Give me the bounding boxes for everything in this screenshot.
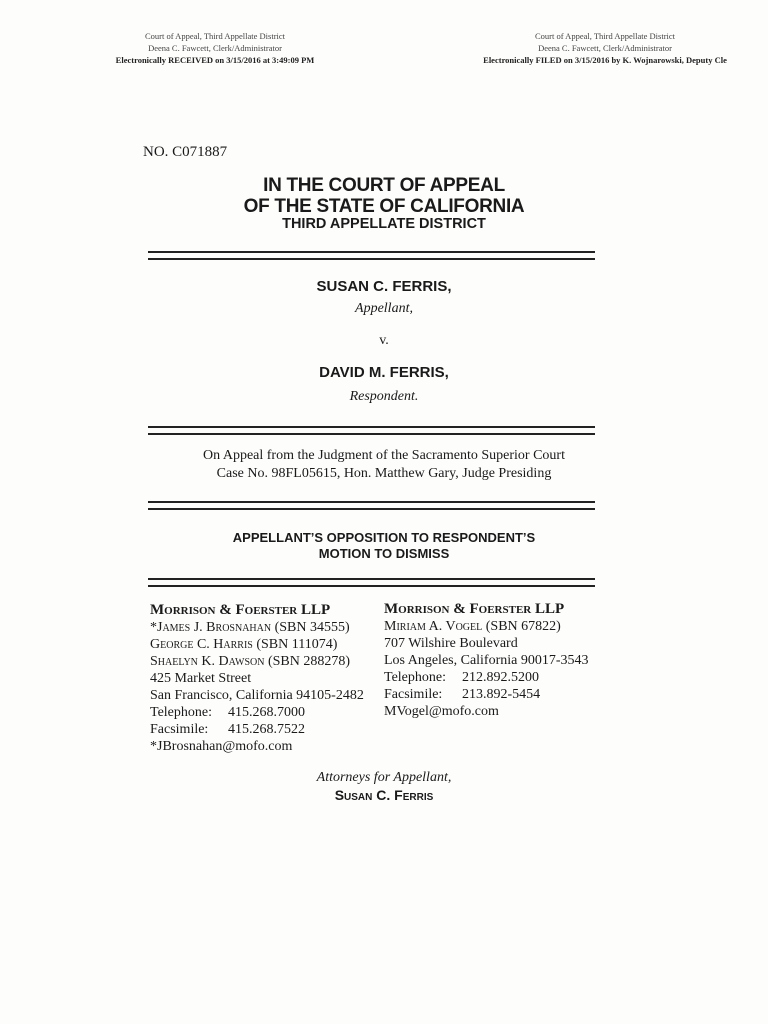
client-name: Susan C. Ferris [334,787,434,803]
appeal-info-line1: On Appeal from the Judgment of the Sacramento Superior Court [203,448,565,463]
telephone-value: 212.892.5200 [462,670,539,685]
telephone-value: 415.268.7000 [228,705,305,720]
email-address: MVogel@mofo.com [384,704,499,719]
document-title-line2: MOTION TO DISMISS [318,546,450,561]
double-rule [148,251,595,260]
stamp-clerk-line: Deena C. Fawcett, Clerk/Administrator [538,43,672,53]
court-title-line1: IN THE COURT OF APPEAL [263,175,505,196]
telephone-label: Telephone: [384,670,446,685]
court-district: THIRD APPELLATE DISTRICT [282,216,486,232]
telephone-row [150,704,364,721]
attorney-line: George C. Harris (SBN 111074) [150,637,338,652]
filed-stamp [440,30,768,66]
facsimile-value: 213.892-5454 [462,687,541,702]
telephone-row [384,669,589,686]
street-address: 425 Market Street [150,671,252,686]
attorney-line: Shaelyn K. Dawson (SBN 288278) [150,654,351,669]
facsimile-row [150,721,364,738]
stamp-received-line: Electronically RECEIVED on 3/15/2016 at 3:49:09 PM [115,55,315,65]
email-address: *JBrosnahan@mofo.com [150,739,293,754]
firm-block-la [384,601,589,720]
double-rule [148,578,595,587]
city-address: San Francisco, California 94105-2482 [150,688,364,703]
attorney-line: Miriam A. Vogel (SBN 67822) [384,619,561,634]
attorneys-for-label: Attorneys for Appellant, [316,770,452,785]
appellant-role: Appellant, [355,301,413,316]
stamp-court-line: Court of Appeal, Third Appellate District [144,31,286,41]
attorney-line: *James J. Brosnahan (SBN 34555) [150,620,350,635]
double-rule [148,501,595,510]
facsimile-label: Facsimile: [384,687,443,702]
court-title-line2: OF THE STATE OF CALIFORNIA [243,196,525,217]
street-address: 707 Wilshire Boulevard [384,636,518,651]
appeal-info-line2: Case No. 98FL05615, Hon. Matthew Gary, Judge Presiding [216,466,552,481]
received-stamp [70,30,360,66]
double-rule [148,426,595,435]
facsimile-value: 415.268.7522 [228,722,305,737]
versus: v. [379,333,389,348]
appellant-name: SUSAN C. FERRIS, [316,278,452,295]
facsimile-row [384,686,589,703]
stamp-clerk-line: Deena C. Fawcett, Clerk/Administrator [148,43,282,53]
facsimile-label: Facsimile: [150,722,209,737]
respondent-name: DAVID M. FERRIS, [319,364,449,381]
firm-block-sf [150,602,364,755]
respondent-role: Respondent. [349,389,419,404]
firm-name: Morrison & Foerster LLP [150,602,331,618]
case-number: NO. C071887 [143,144,228,160]
telephone-label: Telephone: [150,705,212,720]
firm-name: Morrison & Foerster LLP [384,601,565,617]
stamp-court-line: Court of Appeal, Third Appellate District [534,31,676,41]
stamp-filed-line: Electronically FILED on 3/15/2016 by K. Wojnarowski, Deputy Cle [483,55,727,65]
city-address: Los Angeles, California 90017-3543 [384,653,589,668]
document-title-line1: APPELLANT’S OPPOSITION TO RESPONDENT’S [232,530,536,545]
